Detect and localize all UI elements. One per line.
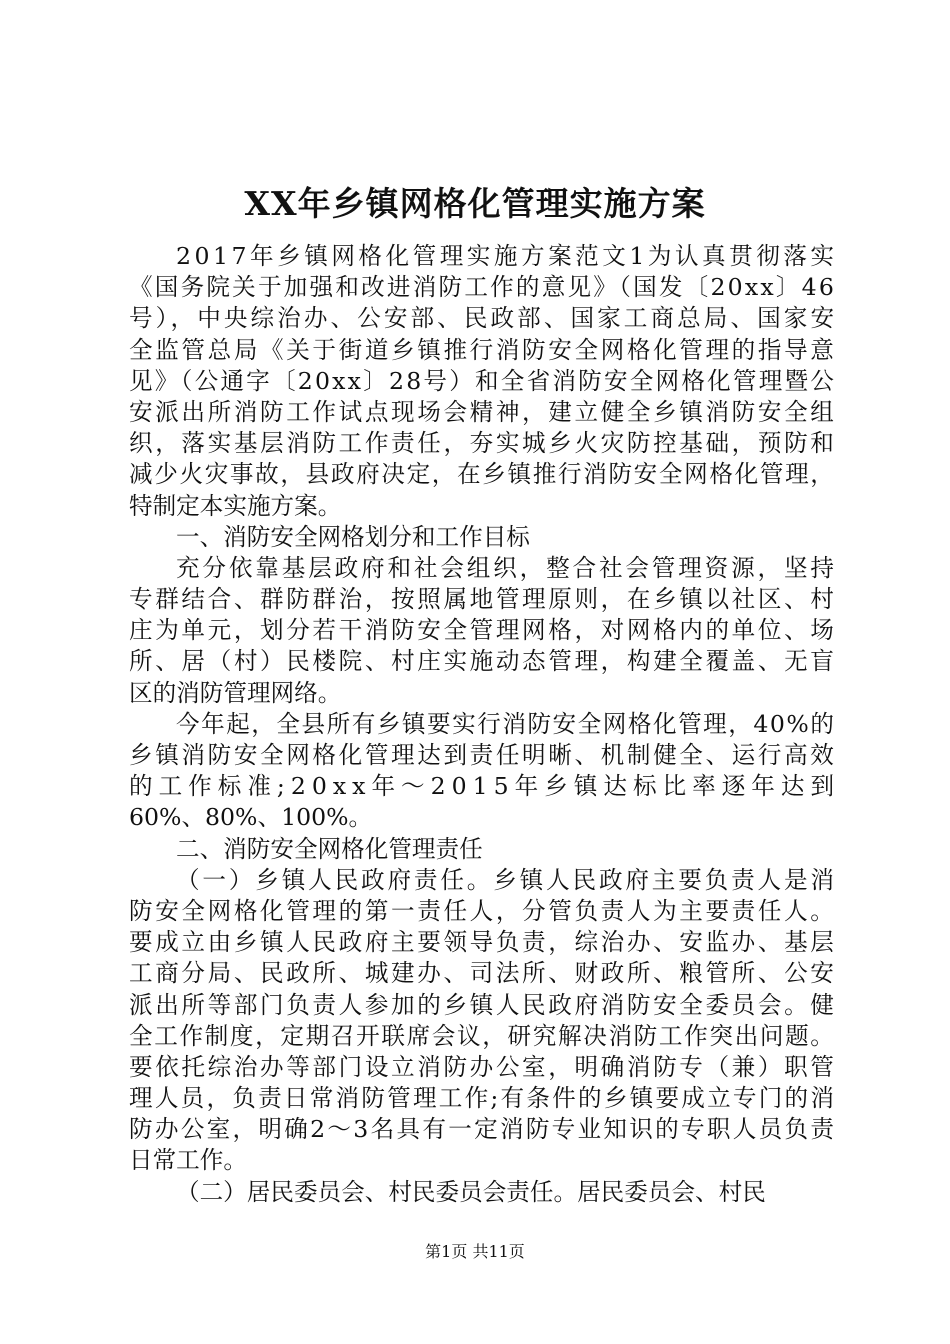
document-body xyxy=(129,241,841,1208)
body-line: 工商分局、民政所、城建办、司法所、财政所、粮管所、公安 xyxy=(129,959,837,988)
document-title: XX年乡镇网格化管理实施方案 xyxy=(244,184,706,223)
body-line: 今年起，全县所有乡镇要实行消防安全网格化管理，40%的 xyxy=(176,709,836,738)
body-line: 所、居（村）民楼院、村庄实施动态管理，构建全覆盖、无盲 xyxy=(129,647,837,676)
body-line: 派出所等部门负责人参加的乡镇人民政府消防安全委员会。健 xyxy=(129,990,837,1019)
body-line: 的工作标准;20xx年～2015年乡镇达标比率逐年达到 xyxy=(129,772,841,801)
body-line: 乡镇消防安全网格化管理达到责任明晰、机制健全、运行高效 xyxy=(129,741,837,769)
body-line: 见》（公通字〔20xx〕28号）和全省消防安全网格化管理暨公 xyxy=(129,366,837,395)
body-line: 安派出所消防工作试点现场会精神，建立健全乡镇消防安全组 xyxy=(129,397,837,426)
body-line: 防安全网格化管理的第一责任人，分管负责人为主要责任人。 xyxy=(129,896,837,925)
body-line: 织，落实基层消防工作责任，夯实城乡火灾防控基础，预防和 xyxy=(129,429,837,458)
body-line: 特制定本实施方案。 xyxy=(129,491,342,520)
body-line: 60%、80%、100%。 xyxy=(129,803,373,832)
page-footer: 第1页 共11页 xyxy=(425,1242,525,1261)
body-line: 全监管总局《关于街道乡镇推行消防安全网格化管理的指导意 xyxy=(129,335,837,364)
body-line: 全工作制度，定期召开联席会议，研究解决消防工作突出问题。 xyxy=(129,1021,836,1050)
body-line: 号），中央综治办、公安部、民政部、国家工商总局、国家安 xyxy=(129,304,838,333)
body-line: 日常工作。 xyxy=(129,1146,247,1175)
body-line: 要成立由乡镇人民政府主要领导负责，综治办、安监办、基层 xyxy=(129,928,837,957)
body-line: （二）居民委员会、村民委员会责任。居民委员会、村民 xyxy=(176,1177,766,1206)
body-line: 庄为单元，划分若干消防安全管理网格，对网格内的单位、场 xyxy=(129,616,837,645)
body-line: 防办公室，明确2～3名具有一定消防专业知识的专职人员负责 xyxy=(129,1115,837,1144)
body-line: 理人员，负责日常消防管理工作;有条件的乡镇要成立专门的消 xyxy=(129,1084,837,1113)
body-line: 《国务院关于加强和改进消防工作的意见》（国发〔20xx〕46 xyxy=(129,273,837,302)
body-line: 2017年乡镇网格化管理实施方案范文1为认真贯彻落实 xyxy=(176,242,838,270)
body-line: 专群结合、群防群治，按照属地管理原则，在乡镇以社区、村 xyxy=(129,585,837,614)
body-line: 一、消防安全网格划分和工作目标 xyxy=(176,522,530,551)
body-line: 减少火灾事故，县政府决定，在乡镇推行消防安全网格化管理， xyxy=(129,460,836,489)
body-line: 区的消防管理网络。 xyxy=(129,678,342,707)
body-line: （一）乡镇人民政府责任。乡镇人民政府主要负责人是消 xyxy=(176,865,837,894)
body-line: 充分依靠基层政府和社会组织，整合社会管理资源，坚持 xyxy=(176,553,837,582)
body-line: 二、消防安全网格化管理责任 xyxy=(176,834,483,863)
body-line: 要依托综治办等部门设立消防办公室，明确消防专（兼）职管 xyxy=(129,1052,837,1081)
